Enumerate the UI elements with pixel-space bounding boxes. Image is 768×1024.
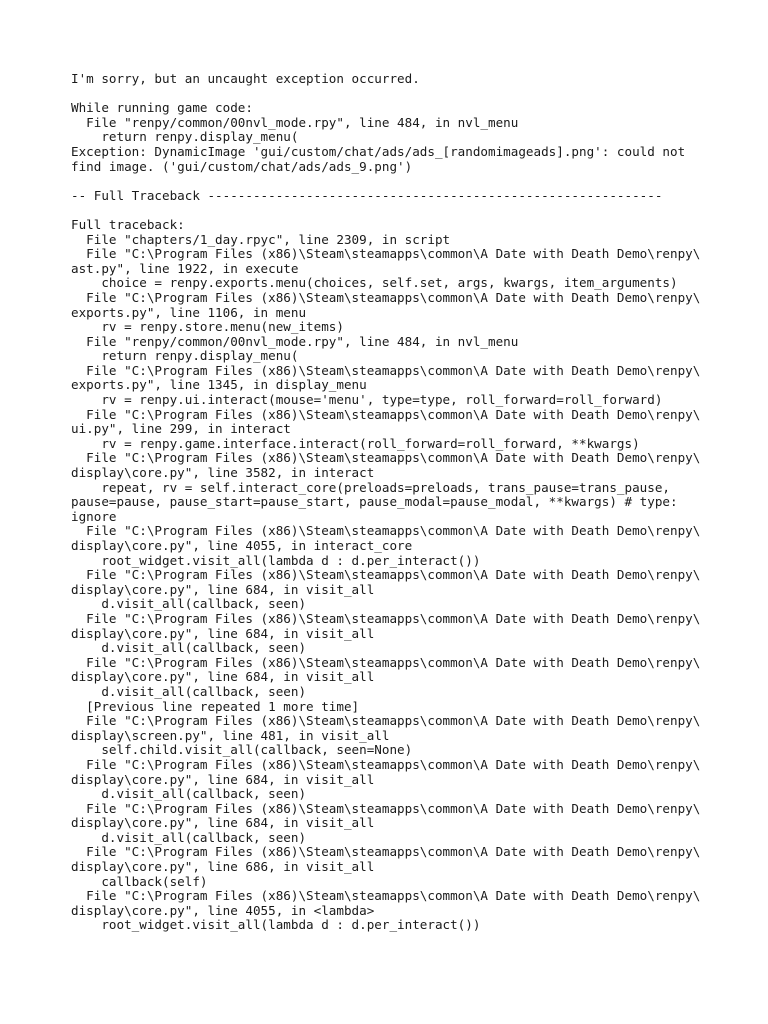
traceback-line: -- Full Traceback ------------------------------------------------------------ [71, 187, 663, 203]
traceback-line: d.visit_all(callback, seen) [71, 786, 307, 802]
traceback-line: File "C:\Program Files (x86)\Steam\steamapps\common\A Date with Death Demo\renpy\ [71, 567, 701, 583]
traceback-line: find image. ('gui/custom/chat/ads/ads_9.png') [71, 158, 413, 174]
traceback-line: display\core.py", line 686, in visit_all [71, 859, 375, 875]
traceback-line: rv = renpy.game.interface.interact(roll_forward=roll_forward, **kwargs) [71, 435, 640, 451]
traceback-line: File "C:\Program Files (x86)\Steam\steamapps\common\A Date with Death Demo\renpy\ [71, 888, 701, 904]
blank-line [71, 87, 711, 102]
traceback-line: display\core.py", line 3582, in interact [71, 465, 375, 481]
traceback-line: File "C:\Program Files (x86)\Steam\steamapps\common\A Date with Death Demo\renpy\ [71, 523, 701, 539]
traceback-line: File "C:\Program Files (x86)\Steam\steamapps\common\A Date with Death Demo\renpy\ [71, 654, 701, 670]
traceback-line: d.visit_all(callback, seen) [71, 640, 307, 656]
blank-line [71, 203, 711, 218]
traceback-line: File "renpy/common/00nvl_mode.rpy", line 484, in nvl_menu [71, 333, 519, 349]
traceback-line: File "C:\Program Files (x86)\Steam\steamapps\common\A Date with Death Demo\renpy\ [71, 289, 701, 305]
traceback-line: File "C:\Program Files (x86)\Steam\steamapps\common\A Date with Death Demo\renpy\ [71, 246, 701, 262]
traceback-line: rv = renpy.ui.interact(mouse='menu', type=type, roll_forward=roll_forward) [71, 392, 663, 408]
traceback-line: File "C:\Program Files (x86)\Steam\steamapps\common\A Date with Death Demo\renpy\ [71, 450, 701, 466]
traceback-line: File "C:\Program Files (x86)\Steam\steamapps\common\A Date with Death Demo\renpy\ [71, 362, 701, 378]
traceback-line: self.child.visit_all(callback, seen=None) [71, 742, 413, 758]
traceback-line: display\core.py", line 684, in visit_all [71, 815, 375, 831]
traceback-line: pause=pause, pause_start=pause_start, pause_modal=pause_modal, **kwargs) # type: [71, 494, 678, 510]
traceback-line: d.visit_all(callback, seen) [71, 829, 307, 845]
traceback-line: File "renpy/common/00nvl_mode.rpy", line 484, in nvl_menu [71, 114, 519, 130]
traceback-line: display\screen.py", line 481, in visit_all [71, 727, 390, 743]
traceback-line: d.visit_all(callback, seen) [71, 683, 307, 699]
traceback-line: ui.py", line 299, in interact [71, 421, 291, 437]
traceback-line: ignore [71, 508, 117, 524]
traceback-line: Full traceback: [71, 216, 185, 232]
traceback-line: [Previous line repeated 1 more time] [71, 698, 360, 714]
traceback-line: While running game code: [71, 100, 253, 116]
traceback-line: ast.py", line 1922, in execute [71, 260, 299, 276]
traceback-line: File "C:\Program Files (x86)\Steam\steamapps\common\A Date with Death Demo\renpy\ [71, 756, 701, 772]
traceback-line: I'm sorry, but an uncaught exception occurred. [71, 71, 420, 86]
traceback-line: Exception: DynamicImage 'gui/custom/chat/ads/ads_[randomimageads].png': could not [71, 143, 686, 159]
traceback-line: d.visit_all(callback, seen) [71, 596, 307, 612]
traceback-line: return renpy.display_menu( [71, 129, 299, 145]
traceback-line: File "chapters/1_day.rpyc", line 2309, in script [71, 231, 451, 247]
traceback-line: File "C:\Program Files (x86)\Steam\steamapps\common\A Date with Death Demo\renpy\ [71, 406, 701, 422]
traceback-line: rv = renpy.store.menu(new_items) [71, 319, 344, 335]
traceback-line: File "C:\Program Files (x86)\Steam\steamapps\common\A Date with Death Demo\renpy\ [71, 713, 701, 729]
traceback-line: display\core.py", line 684, in visit_all [71, 669, 375, 685]
traceback-line: display\core.py", line 684, in visit_all [71, 625, 375, 641]
traceback-line: choice = renpy.exports.menu(choices, self.set, args, kwargs, item_arguments) [71, 275, 678, 291]
traceback-line: File "C:\Program Files (x86)\Steam\steamapps\common\A Date with Death Demo\renpy\ [71, 610, 701, 626]
traceback-document [71, 72, 711, 933]
traceback-line: callback(self) [71, 873, 208, 889]
traceback-line: exports.py", line 1106, in menu [71, 304, 307, 320]
traceback-line: display\core.py", line 4055, in <lambda> [71, 902, 375, 918]
traceback-line: return renpy.display_menu( [71, 348, 299, 364]
traceback-line: root_widget.visit_all(lambda d : d.per_interact()) [71, 917, 481, 933]
traceback-line: File "C:\Program Files (x86)\Steam\steamapps\common\A Date with Death Demo\renpy\ [71, 800, 701, 816]
traceback-line: display\core.py", line 684, in visit_all [71, 771, 375, 787]
traceback-line: File "C:\Program Files (x86)\Steam\steamapps\common\A Date with Death Demo\renpy\ [71, 844, 701, 860]
blank-line [71, 174, 711, 189]
traceback-line: display\core.py", line 4055, in interact_core [71, 538, 413, 553]
traceback-line: root_widget.visit_all(lambda d : d.per_interact()) [71, 552, 481, 568]
traceback-line: display\core.py", line 684, in visit_all [71, 581, 375, 597]
traceback-line: repeat, rv = self.interact_core(preloads=preloads, trans_pause=trans_pause, [71, 479, 670, 495]
traceback-line: exports.py", line 1345, in display_menu [71, 377, 367, 393]
